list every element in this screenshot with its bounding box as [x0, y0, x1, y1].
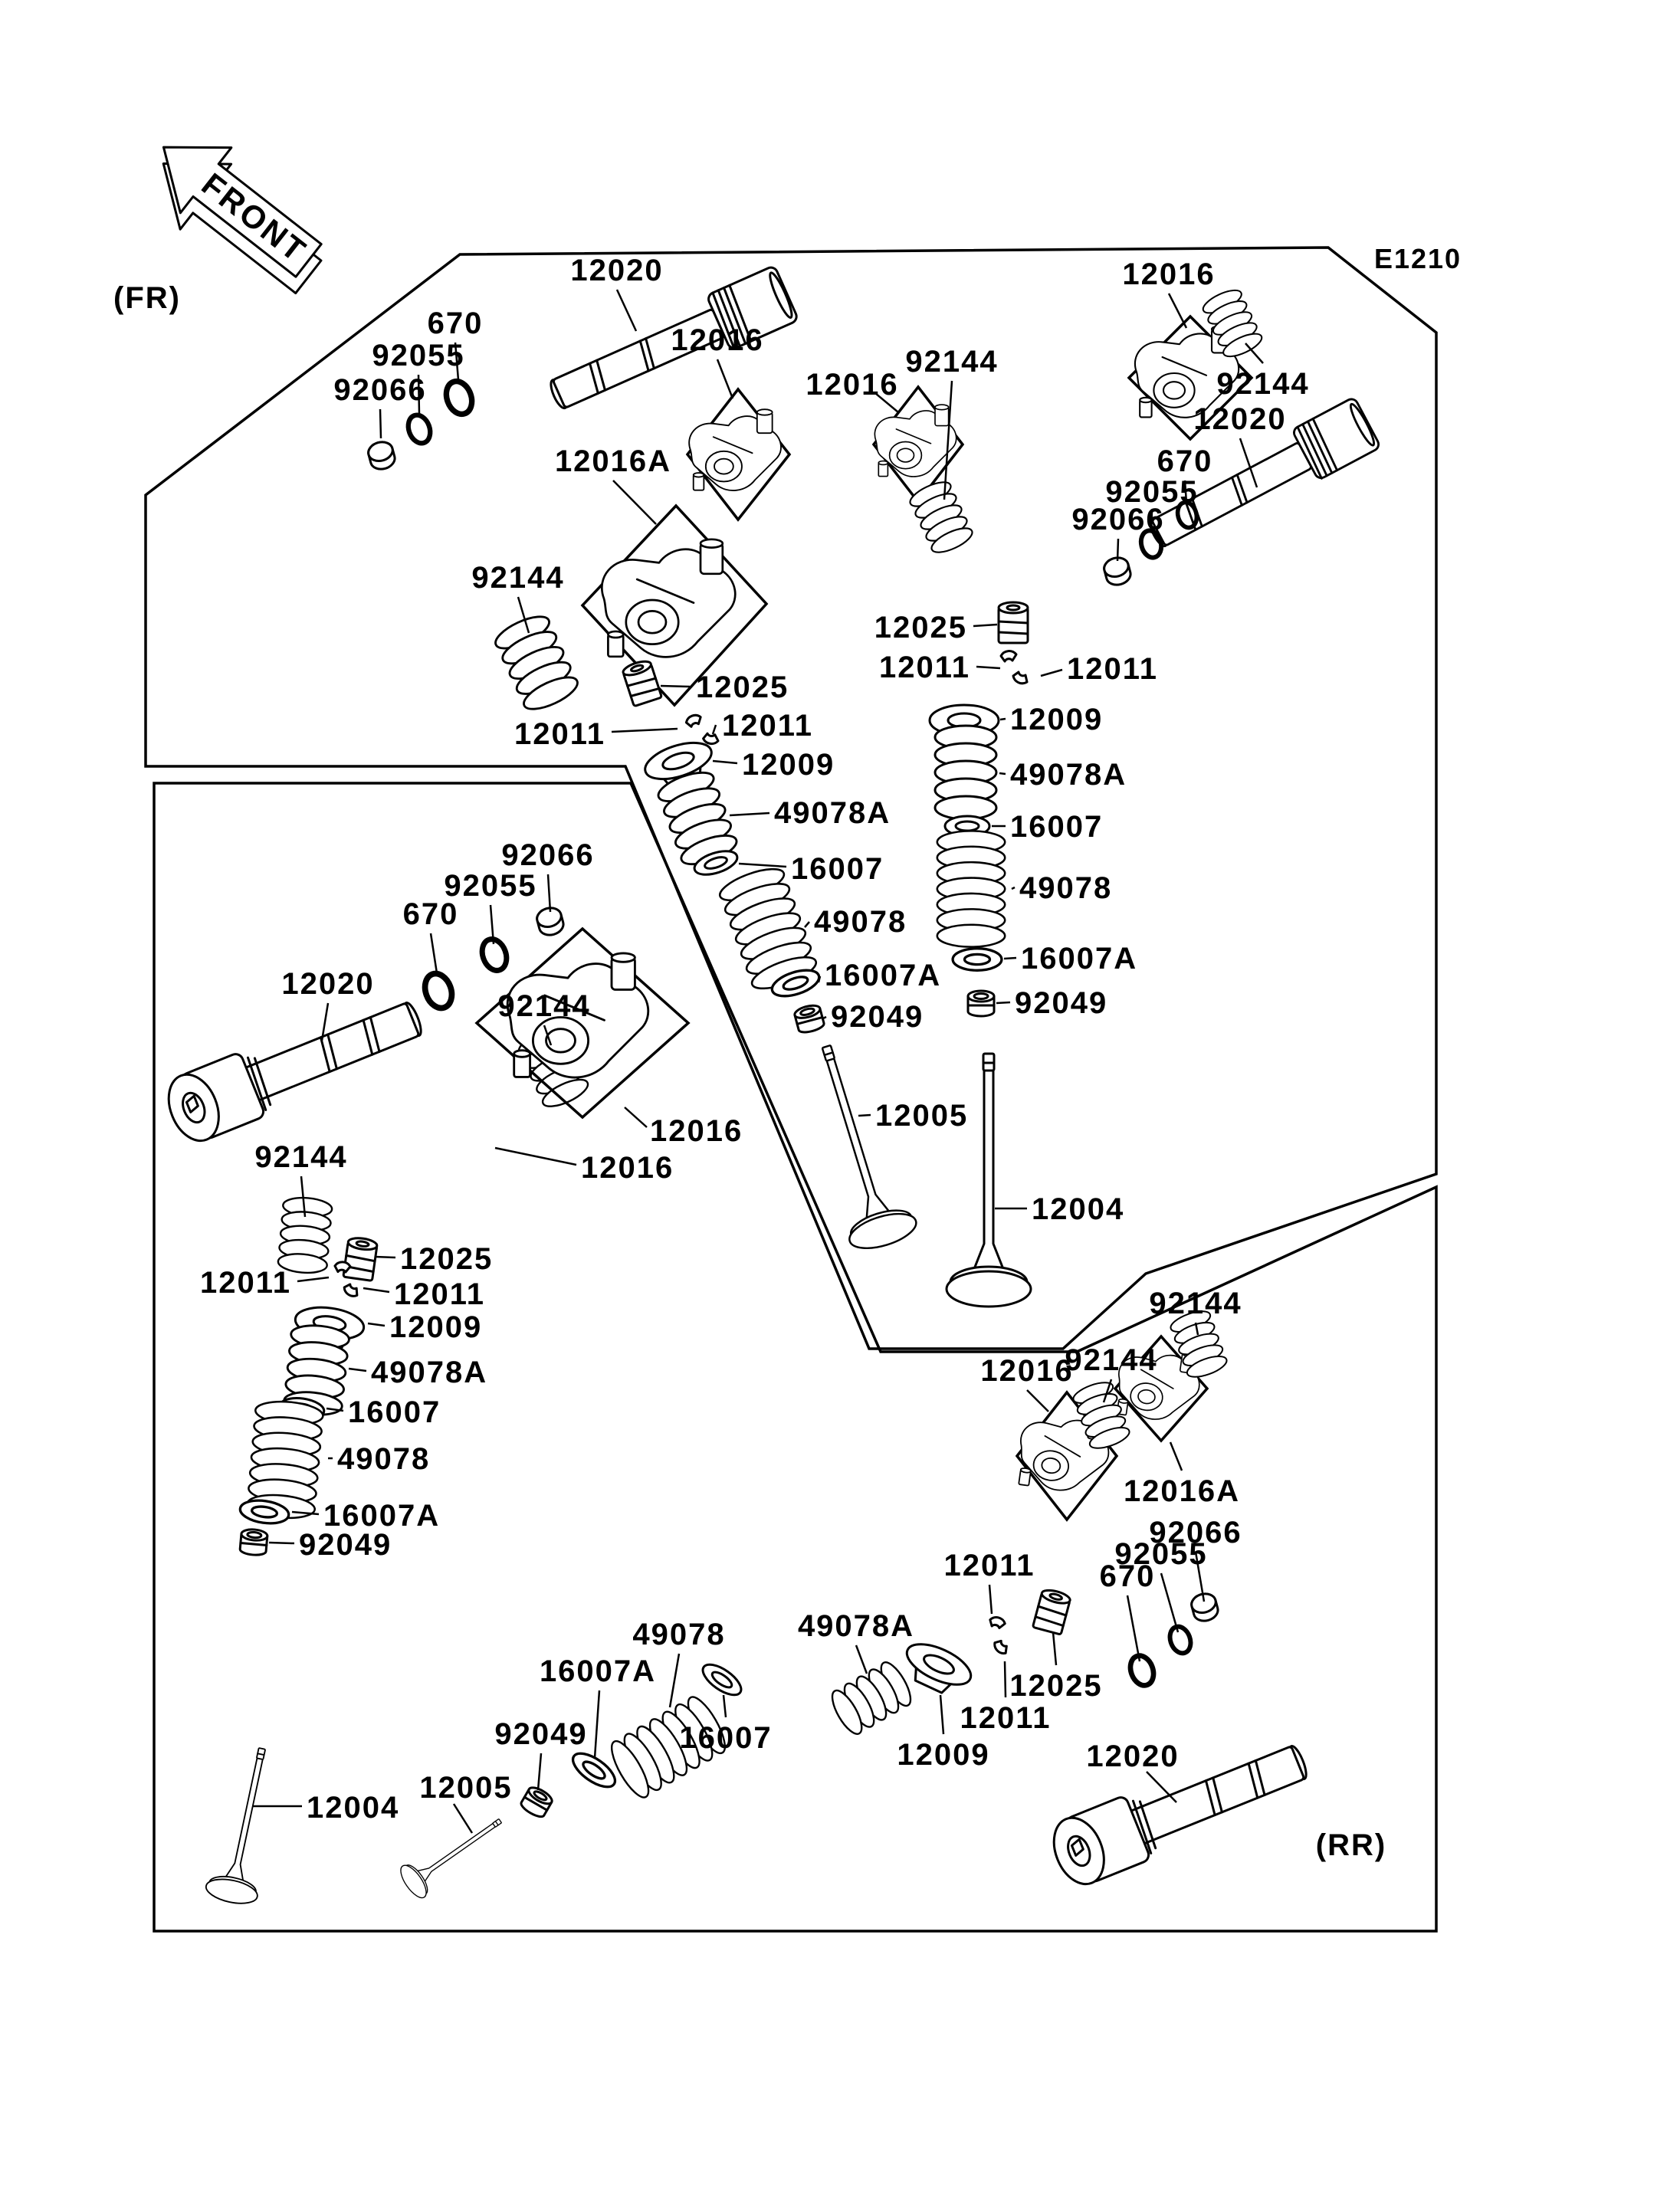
leader-line: [1027, 1390, 1048, 1412]
leader-line: [730, 813, 769, 815]
leader-line: [805, 922, 809, 927]
oring-glyph: [1127, 1652, 1157, 1688]
part-label-670: 670: [1099, 1559, 1156, 1593]
spring-glyph: [937, 831, 1005, 946]
leader-line: [661, 686, 690, 687]
oring-glyph: [442, 378, 477, 418]
part-label-12011: 12011: [1067, 652, 1159, 686]
part-label-12011: 12011: [943, 1549, 1035, 1582]
tappet-glyph: [622, 659, 662, 707]
leader-line: [548, 874, 550, 912]
part-label-92066: 92066: [501, 838, 595, 872]
leader-line: [1000, 719, 1006, 720]
part-label-12016: 12016: [980, 1354, 1074, 1388]
leader-line: [297, 1277, 329, 1281]
part-label-92066: 92066: [1071, 503, 1165, 536]
leader-line: [1012, 887, 1015, 889]
leader-line: [1053, 1632, 1056, 1665]
part-label-92144: 92144: [1216, 367, 1310, 401]
part-label-12004: 12004: [1032, 1192, 1125, 1226]
front-arrow-label: FRONT: [195, 166, 314, 270]
leader-line: [999, 773, 1006, 774]
leader-line: [495, 1148, 576, 1165]
part-label-92144: 92144: [254, 1140, 348, 1174]
leader-line: [595, 1690, 599, 1758]
leader-line: [380, 409, 381, 438]
part-label-92066: 92066: [1149, 1516, 1242, 1549]
part-label-92066: 92066: [333, 373, 427, 407]
valve-glyph: [793, 1037, 920, 1255]
part-label-92055: 92055: [1114, 1537, 1208, 1571]
part-label-49078: 49078: [1019, 871, 1113, 905]
part-label-12009: 12009: [389, 1310, 483, 1344]
part-label-16007: 16007: [348, 1395, 441, 1429]
part-label-92055: 92055: [444, 869, 537, 903]
leader-line: [717, 359, 733, 398]
rear-view-label: (RR): [1315, 1828, 1387, 1862]
leader-line: [613, 480, 656, 524]
part-label-49078A: 49078A: [1010, 758, 1127, 792]
part-label-92144: 92144: [1065, 1343, 1158, 1377]
part-label-49078A: 49078A: [797, 1609, 915, 1643]
leader-line: [996, 1002, 1010, 1003]
part-label-92144: 92144: [497, 989, 591, 1023]
part-label-49078: 49078: [814, 905, 907, 939]
part-label-12020: 12020: [281, 967, 375, 1001]
leader-line: [670, 1654, 679, 1707]
leader-line: [1169, 293, 1186, 328]
part-label-16007A: 16007A: [825, 959, 942, 992]
leader-line: [363, 1288, 389, 1292]
part-label-12016: 12016: [671, 323, 764, 357]
leader-line: [1170, 1442, 1182, 1471]
part-label-12020: 12020: [1193, 402, 1287, 436]
part-label-92049: 92049: [299, 1528, 392, 1562]
leader-line: [538, 1753, 541, 1790]
part-label-92144: 92144: [1149, 1287, 1242, 1320]
stem-seal-glyph: [968, 991, 994, 1016]
spring-glyph: [935, 726, 996, 819]
part-label-12020: 12020: [1086, 1740, 1180, 1773]
leader-line: [823, 1017, 826, 1018]
part-label-92055: 92055: [1105, 475, 1199, 509]
part-label-12011: 12011: [878, 651, 970, 684]
rocker-arm-glyph: [602, 539, 735, 657]
washer-glyph: [953, 949, 1002, 971]
part-label-16007A: 16007A: [539, 1654, 657, 1688]
leader-line: [713, 725, 716, 734]
plug-cap-glyph: [366, 439, 397, 471]
tappet-glyph: [999, 602, 1028, 643]
part-label-12025: 12025: [1009, 1669, 1103, 1703]
stem-seal-glyph: [519, 1785, 554, 1820]
part-label-12020: 12020: [570, 254, 664, 287]
part-label-12011: 12011: [722, 709, 814, 743]
part-label-16007: 16007: [1010, 810, 1104, 844]
part-label-12016A: 12016A: [1123, 1474, 1241, 1508]
leader-line: [625, 1107, 647, 1127]
leader-line: [713, 761, 737, 763]
oring-glyph: [421, 970, 457, 1012]
sheet-code: E1210: [1373, 243, 1462, 274]
part-label-49078A: 49078A: [774, 796, 891, 830]
part-label-12011: 12011: [514, 717, 605, 751]
leader-line: [856, 1645, 867, 1674]
camshaft-glyph: [1045, 1729, 1316, 1892]
leader-line: [989, 1585, 992, 1614]
oring-glyph: [478, 936, 511, 974]
part-label-12011: 12011: [199, 1266, 291, 1300]
part-label-12009: 12009: [1010, 703, 1104, 736]
plug-cap-glyph: [1189, 1591, 1220, 1623]
oring-glyph: [405, 412, 434, 447]
part-label-16007A: 16007A: [323, 1499, 441, 1533]
leader-line: [375, 1257, 395, 1258]
leader-line: [1161, 1573, 1178, 1632]
leader-line: [976, 667, 1000, 668]
leader-line: [1041, 670, 1062, 676]
collet-glyph: [1001, 651, 1027, 684]
leader-line: [454, 1804, 472, 1833]
part-label-92049: 92049: [831, 1000, 924, 1034]
part-label-16007: 16007: [679, 1721, 773, 1755]
part-label-92049: 92049: [1015, 986, 1108, 1020]
part-label-16007A: 16007A: [1021, 942, 1138, 976]
part-label-12011: 12011: [394, 1277, 486, 1311]
part-label-12004: 12004: [307, 1791, 400, 1825]
leader-line: [612, 729, 678, 732]
front-arrow-icon: [130, 115, 342, 310]
camshaft-glyph: [159, 985, 431, 1149]
part-label-92144: 92144: [471, 561, 565, 595]
stem-seal-glyph: [793, 1003, 825, 1035]
leader-line: [1117, 539, 1118, 561]
part-label-12025: 12025: [874, 611, 967, 644]
part-label-49078A: 49078A: [371, 1356, 488, 1389]
part-label-12016: 12016: [806, 368, 899, 402]
part-label-92144: 92144: [905, 345, 999, 379]
oring-glyph: [1166, 1624, 1194, 1656]
part-label-12009: 12009: [742, 748, 835, 782]
leader-line: [739, 864, 786, 867]
part-label-670: 670: [427, 307, 484, 340]
leader-line: [368, 1323, 385, 1326]
collet-glyph: [981, 1615, 1016, 1654]
leader-line: [349, 1369, 366, 1371]
stem-seal-glyph: [240, 1529, 268, 1556]
spring-glyph: [827, 1658, 917, 1738]
part-label-12016A: 12016A: [554, 444, 672, 478]
part-label-12005: 12005: [875, 1099, 969, 1133]
leader-line: [617, 290, 636, 331]
part-label-12016: 12016: [581, 1151, 674, 1185]
leader-line: [973, 625, 997, 626]
spring-glyph: [907, 477, 975, 557]
part-label-12016: 12016: [1122, 257, 1216, 291]
part-label-12005: 12005: [419, 1771, 513, 1805]
part-label-670: 670: [1157, 444, 1213, 478]
leader-line: [431, 933, 437, 973]
tappet-glyph: [343, 1237, 378, 1281]
part-label-12011: 12011: [960, 1701, 1052, 1735]
leader-line: [1127, 1595, 1140, 1661]
leader-line: [1004, 958, 1016, 959]
part-label-92049: 92049: [494, 1717, 588, 1751]
leader-line: [940, 1695, 943, 1734]
part-label-49078: 49078: [632, 1618, 726, 1651]
part-label-49078: 49078: [337, 1442, 431, 1476]
tappet-glyph: [1032, 1588, 1071, 1635]
part-label-12025: 12025: [400, 1242, 494, 1276]
part-label-12009: 12009: [897, 1738, 990, 1772]
part-label-670: 670: [402, 897, 459, 931]
rocker-arm-glyph: [874, 405, 956, 477]
part-label-16007: 16007: [791, 852, 884, 886]
front-view-label: (FR): [113, 281, 181, 315]
valve-glyph: [396, 1805, 511, 1902]
spring-glyph: [491, 610, 582, 715]
leader-line: [724, 1695, 726, 1717]
part-label-92055: 92055: [372, 339, 465, 372]
part-label-12025: 12025: [696, 671, 789, 704]
rocker-arm-glyph: [689, 409, 781, 490]
leader-line: [858, 1115, 871, 1116]
leader-line: [1005, 1661, 1006, 1697]
part-label-12016: 12016: [650, 1114, 743, 1148]
valve-glyph: [947, 1054, 1031, 1307]
washer-glyph: [698, 1659, 746, 1701]
valve-glyph: [204, 1743, 287, 1907]
